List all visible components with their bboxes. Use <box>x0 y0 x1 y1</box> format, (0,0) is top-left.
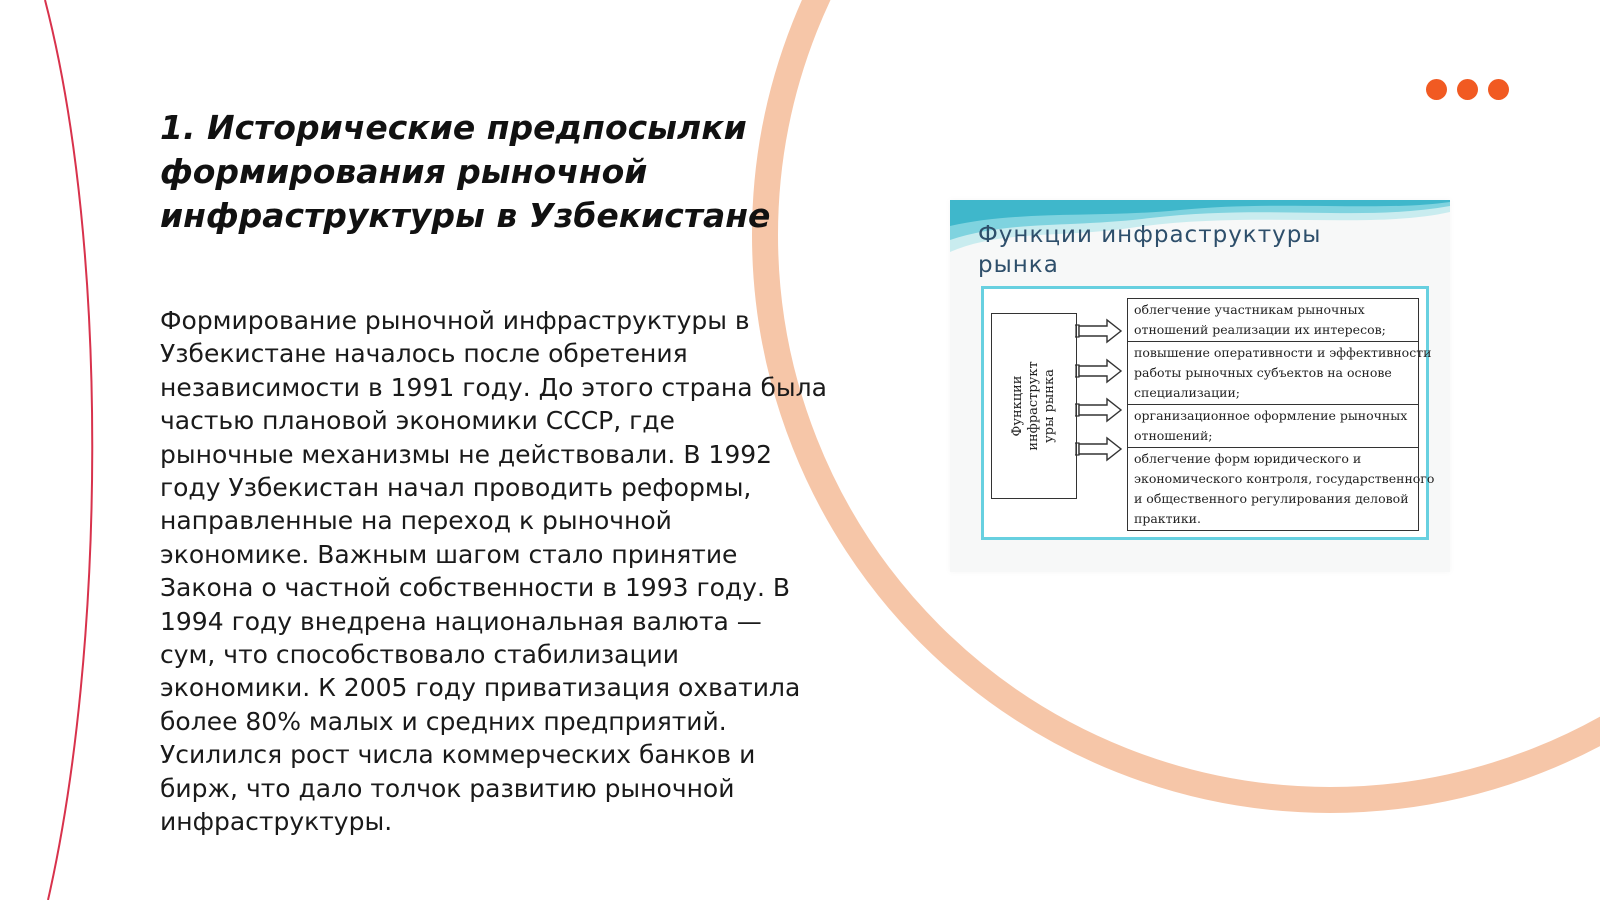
function-row-line: облегчение участникам рыночных <box>1134 302 1365 317</box>
function-row-line: экономического контроля, государственного <box>1134 471 1435 486</box>
body-line: экономики. К 2005 году приватизация охватила <box>160 673 801 703</box>
more-dots-icon[interactable] <box>1426 79 1509 100</box>
functions-box-line: инфраструкт <box>1026 361 1041 451</box>
functions-box-label <box>1010 321 1058 491</box>
function-row-line: отношений; <box>1134 428 1213 443</box>
function-row-line: организационное оформление рыночных <box>1134 408 1408 423</box>
body-line: экономике. Важным шагом стало принятие <box>160 539 738 569</box>
slide-title-line: инфраструктуры в Узбекистане <box>160 196 771 235</box>
body-line: Формирование рыночной инфраструктуры в <box>160 306 750 335</box>
dot <box>1426 79 1447 100</box>
functions-box-line: Функции <box>1010 375 1025 437</box>
body-line: более 80% малых и средних предприятий. <box>160 706 727 736</box>
functions-box-line: уры рынка <box>1042 369 1057 443</box>
functions-list <box>1127 298 1435 531</box>
body-line: бирж, что дало толчок развитию рыночной <box>160 773 735 803</box>
body-line: частью плановой экономики СССР, где <box>160 406 675 436</box>
function-row <box>1128 342 1432 405</box>
function-row-line: облегчение форм юридического и <box>1134 451 1362 466</box>
body-line: направленные на переход к рыночной <box>160 506 672 536</box>
slide-title-line: 1. Исторические предпосылки <box>160 108 747 147</box>
function-row-line: специализации; <box>1134 385 1241 400</box>
body-line: Закона о частной собственности в 1993 году. В <box>160 573 791 603</box>
arrow-right-icon <box>1075 360 1121 382</box>
function-row <box>1128 299 1418 342</box>
body-line: году Узбекистан начал проводить реформы, <box>160 473 752 503</box>
function-row-line: практики. <box>1134 511 1201 526</box>
function-row-line: повышение оперативности и эффективности <box>1134 345 1432 360</box>
image-title-line: рынка <box>978 252 1059 278</box>
slide-body-text <box>160 304 850 839</box>
arrow-right-icon <box>1075 438 1121 460</box>
dot <box>1457 79 1478 100</box>
body-line: Узбекистане началось после обретения <box>160 339 688 369</box>
image-title <box>978 220 1418 280</box>
functions-box <box>991 313 1077 499</box>
body-line: Усилился рост числа коммерческих банков и <box>160 740 756 770</box>
image-title-line: Функции инфраструктуры <box>978 222 1322 248</box>
body-line: независимости в 1991 году. До этого страна была <box>160 372 827 402</box>
slide-title <box>160 106 860 238</box>
arrows <box>1075 289 1127 537</box>
body-line: 1994 году внедрена национальная валюта — <box>160 606 762 636</box>
diagram-frame <box>981 286 1435 540</box>
arrow-right-icon <box>1075 320 1121 342</box>
infrastructure-functions-image <box>950 200 1450 572</box>
left-red-curve <box>45 0 92 900</box>
function-row-line: отношений реализации их интересов; <box>1134 322 1386 337</box>
body-line: инфраструктуры. <box>160 807 393 837</box>
function-row <box>1128 448 1435 531</box>
slide-title-line: формирования рыночной <box>160 152 648 191</box>
body-line: рыночные механизмы не действовали. В 1992 <box>160 439 773 469</box>
dot <box>1488 79 1509 100</box>
function-row <box>1128 405 1418 448</box>
arrow-right-icon <box>1075 399 1121 421</box>
function-row-line: работы рыночных субъектов на основе <box>1134 365 1392 380</box>
function-row-line: и общественного регулирования деловой <box>1134 491 1409 506</box>
body-line: сум, что способствовало стабилизации <box>160 640 679 670</box>
